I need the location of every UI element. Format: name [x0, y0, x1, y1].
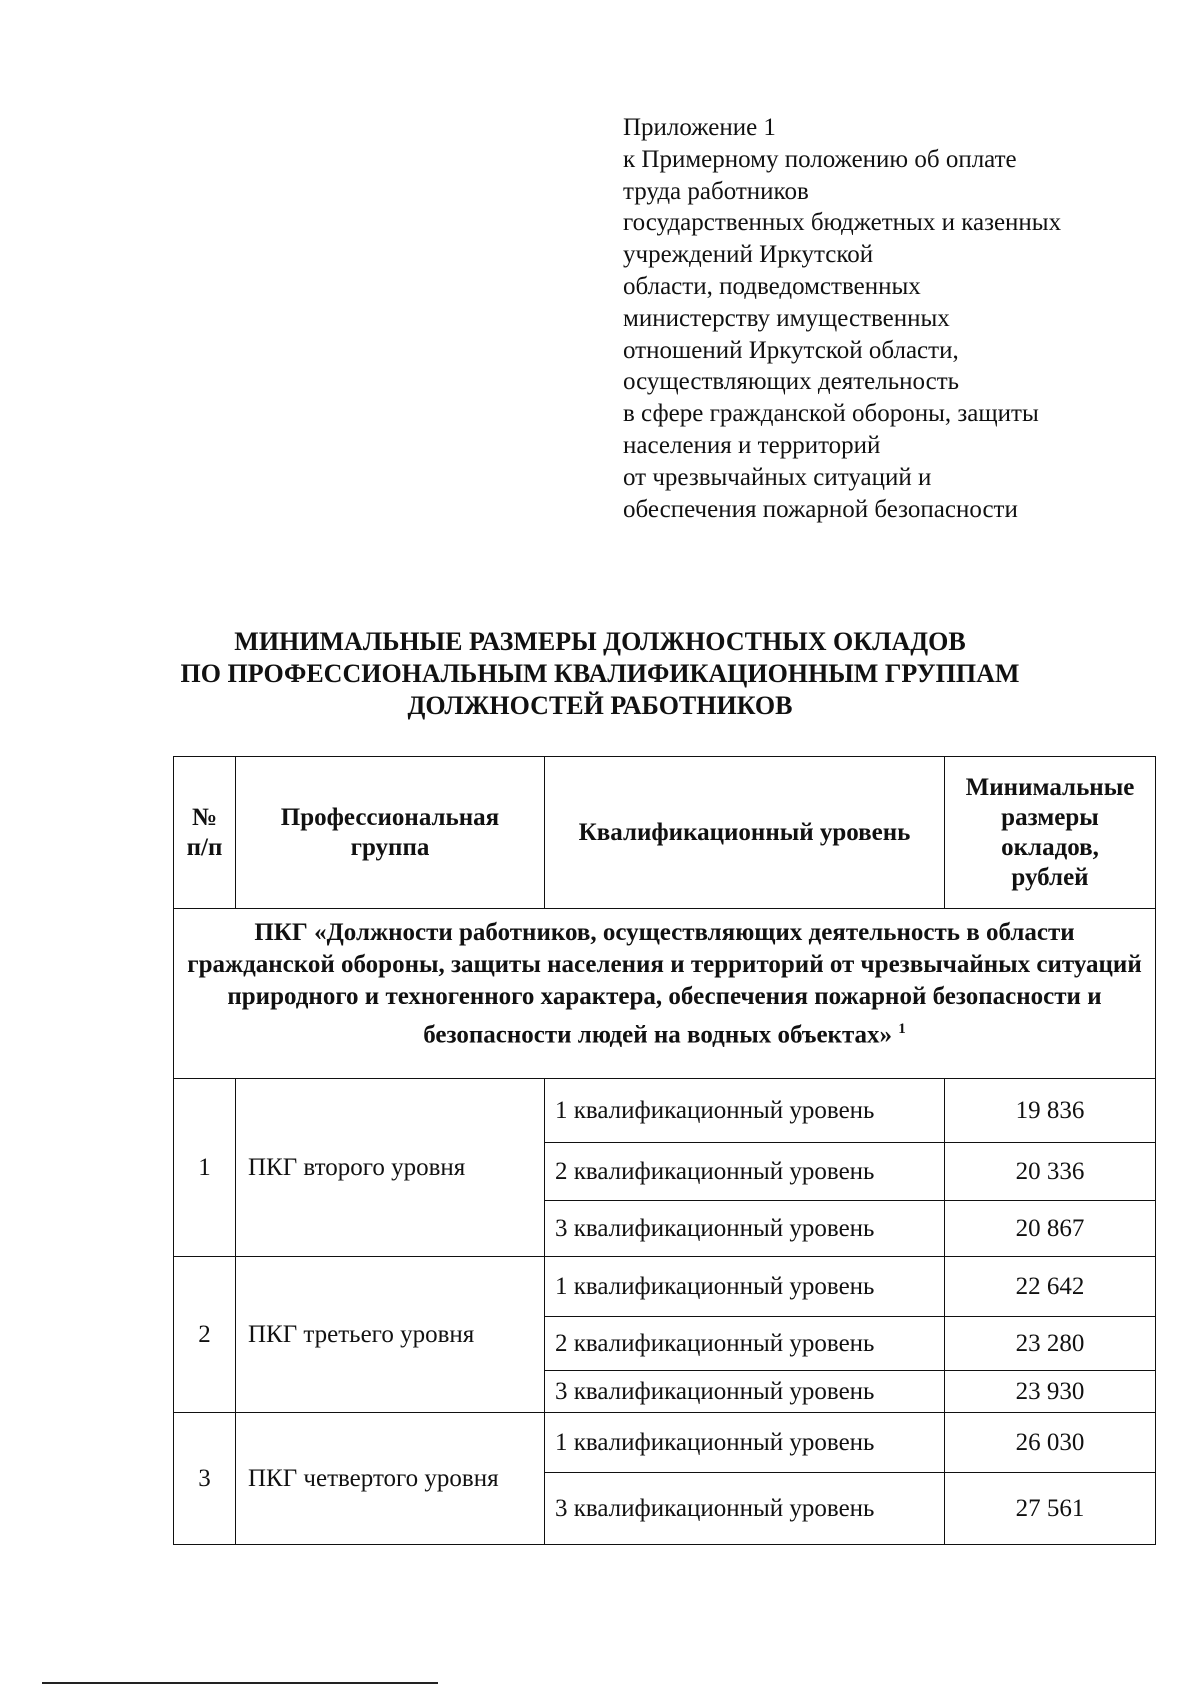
appendix-line: труда работников: [623, 177, 809, 205]
section-text: ПКГ «Должности работников, осуществляющих деятельность в области гражданской обороны, защиты населения и территорий от чрезвычайных ситуаций природного и техногенного характера, обеспечения пожарной безопасности и безопасности людей на водных объектах»: [187, 919, 1142, 1049]
header-salary-line: Минимальные: [965, 773, 1135, 801]
header-group-line: группа: [350, 833, 430, 861]
table-row: [174, 1079, 1156, 1143]
appendix-line: к Примерному положению об оплате: [623, 145, 1017, 173]
header-group-line: Профессиональная: [280, 803, 500, 831]
salary-cell: 19 836: [945, 1079, 1156, 1143]
table-row: [174, 1257, 1156, 1317]
appendix-line: населения и территорий: [623, 431, 881, 459]
level-cell: 1 квалификационный уровень: [545, 1413, 945, 1473]
title-line: МИНИМАЛЬНЫЕ РАЗМЕРЫ ДОЛЖНОСТНЫХ ОКЛАДОВ: [234, 627, 966, 656]
group-number: 1: [174, 1079, 236, 1257]
level-cell: 2 квалификационный уровень: [545, 1143, 945, 1201]
appendix-line: государственных бюджетных и казенных: [623, 209, 1062, 237]
appendix-line: Приложение 1: [623, 114, 776, 141]
appendix-line: отношений Иркутской области,: [623, 336, 959, 364]
appendix-line: от чрезвычайных ситуаций и: [623, 463, 932, 491]
level-cell: 3 квалификационный уровень: [545, 1371, 945, 1413]
salary-cell: 22 642: [945, 1257, 1156, 1317]
level-cell: 3 квалификационный уровень: [545, 1201, 945, 1257]
section-footnote-mark: 1: [898, 1021, 906, 1037]
title-line: ДОЛЖНОСТЕЙ РАБОТНИКОВ: [407, 691, 793, 720]
header-salary-line: окладов,: [1001, 833, 1099, 861]
table-row: [174, 1413, 1156, 1473]
appendix-line: области, подведомственных: [623, 272, 921, 300]
appendix-line: учреждений Иркутской: [623, 241, 874, 269]
header-group: [236, 757, 545, 909]
level-cell: 1 квалификационный уровень: [545, 1079, 945, 1143]
salary-cell: 26 030: [945, 1413, 1156, 1473]
header-row: [174, 757, 1156, 909]
header-level: [545, 757, 945, 909]
appendix-line: обеспечения пожарной безопасности: [623, 495, 1018, 523]
salary-cell: 27 561: [945, 1473, 1156, 1545]
document-title: [100, 626, 1100, 722]
title-line: ПО ПРОФЕССИОНАЛЬНЫМ КВАЛИФИКАЦИОННЫМ ГРУППАМ: [180, 659, 1020, 688]
header-level-line: Квалификационный уровень: [578, 818, 911, 846]
appendix-line: министерству имущественных: [623, 304, 950, 332]
group-name: ПКГ четвертого уровня: [236, 1413, 545, 1545]
appendix-line: осуществляющих деятельность: [623, 368, 960, 396]
salary-cell: 23 280: [945, 1317, 1156, 1371]
group-name: ПКГ второго уровня: [236, 1079, 545, 1257]
appendix-block: [623, 112, 1183, 525]
salary-cell: 23 930: [945, 1371, 1156, 1413]
header-num-line: п/п: [186, 833, 223, 861]
header-salary: [945, 757, 1156, 909]
salary-table: [173, 756, 1156, 1545]
group-number: 3: [174, 1413, 236, 1545]
level-cell: 1 квалификационный уровень: [545, 1257, 945, 1317]
header-salary-line: рублей: [1011, 863, 1089, 891]
level-cell: 2 квалификационный уровень: [545, 1317, 945, 1371]
footnote-separator: [42, 1682, 438, 1684]
level-cell: 3 квалификационный уровень: [545, 1473, 945, 1545]
section-title: [174, 909, 1156, 1079]
header-num: [174, 757, 236, 909]
group-number: 2: [174, 1257, 236, 1413]
group-name: ПКГ третьего уровня: [236, 1257, 545, 1413]
salary-cell: 20 336: [945, 1143, 1156, 1201]
header-salary-line: размеры: [1001, 803, 1099, 831]
appendix-line: в сфере гражданской обороны, защиты: [623, 400, 1039, 428]
header-num-line: №: [191, 803, 218, 831]
section-row: [174, 909, 1156, 1079]
salary-cell: 20 867: [945, 1201, 1156, 1257]
